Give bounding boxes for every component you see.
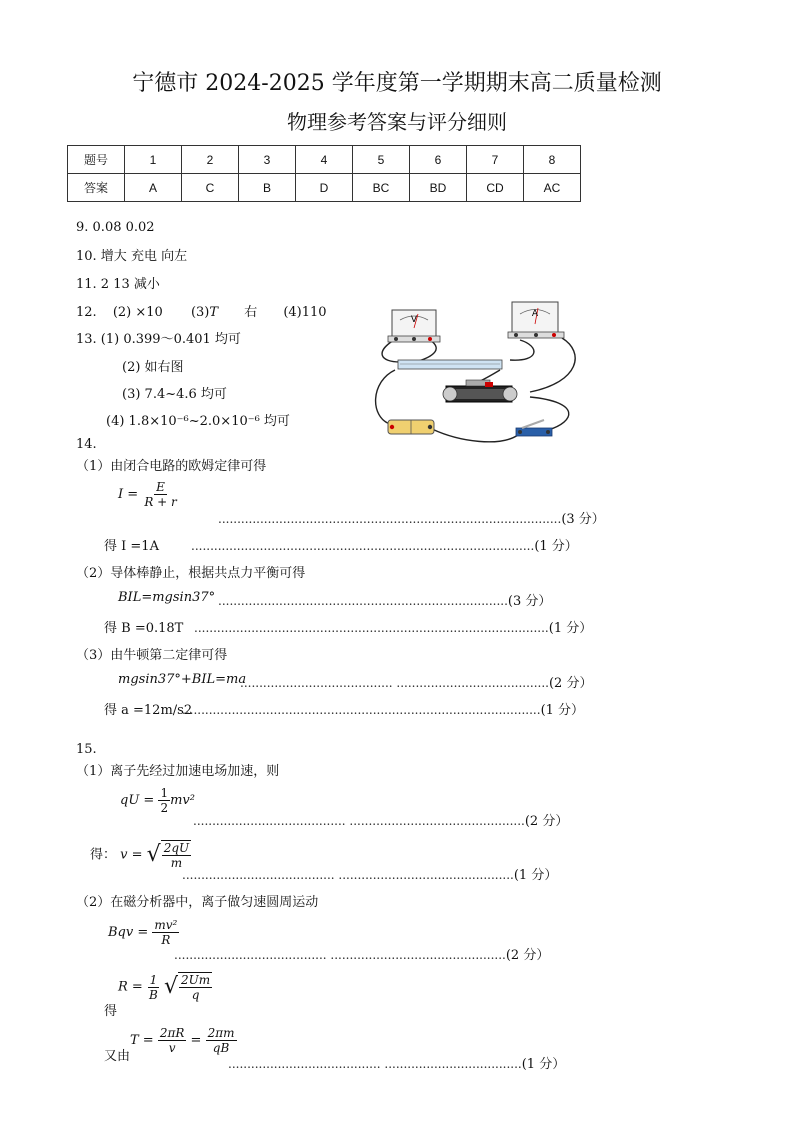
- table-cell: C: [182, 174, 239, 202]
- q15-eq1: [120, 786, 195, 815]
- table-cell: 2: [182, 146, 239, 174]
- table-cell: 7: [467, 146, 524, 174]
- q12-part3-var: T: [209, 305, 219, 320]
- fraction-numerator: 2Um: [180, 973, 211, 987]
- dotted-leader: ........................................ ..............................................: [174, 948, 506, 962]
- q14-res3-score-line: [182, 699, 584, 718]
- q14-part1: （1）由闭合电路的欧姆定律可得: [76, 459, 267, 474]
- q12-part3: (3): [190, 305, 210, 320]
- table-cell: CD: [467, 174, 524, 202]
- q12-number: 12.: [76, 305, 97, 320]
- fraction-numerator: 1: [160, 786, 169, 800]
- score: (1 分）: [521, 1057, 566, 1072]
- score: (1 分）: [548, 621, 593, 636]
- fraction: [158, 786, 170, 815]
- q12-part2: (2) ×10: [112, 305, 163, 320]
- fraction-denominator: m: [170, 856, 183, 870]
- answer-q11: 11. 2 13 减小: [76, 277, 160, 292]
- q14-eq1-lhs: I =: [118, 487, 139, 502]
- fraction-denominator: R: [161, 933, 171, 947]
- table-header-cell: 答案: [68, 174, 125, 202]
- fraction-numerator: 2qU: [163, 841, 190, 855]
- table-cell: 5: [353, 146, 410, 174]
- q15-part2: （2）在磁分析器中，离子做匀速圆周运动: [76, 895, 319, 910]
- q14-number: 14.: [76, 437, 97, 452]
- q14-res2-score-line: [194, 617, 592, 636]
- q15-eq2: [108, 918, 179, 947]
- q15-eq3: T = $\frac{2\pi R}{v}$ = $\frac{2\pi m}{qB}$ 又由: [104, 1026, 235, 1064]
- fraction-numerator: E: [156, 480, 165, 494]
- q15-res2-lhs: R =: [118, 979, 143, 995]
- q15-eq3-prefix: 又由: [104, 1049, 131, 1064]
- fraction-denominator: qB: [212, 1041, 230, 1055]
- q14-eq3: mgsin37°+BIL=ma: [118, 672, 247, 687]
- resistance-wire: [398, 360, 502, 369]
- q13-line1: 13. (1) 0.399～0.401 均可: [76, 332, 241, 347]
- q14-result3: 得 a =12m/s2: [104, 703, 193, 718]
- dotted-leader: ............................................................................: [218, 594, 508, 608]
- q14-result1: 得 I =1A: [104, 539, 159, 554]
- score: (2 分）: [505, 948, 550, 963]
- page-title: 宁德市 2024-2025 学年度第一学期期末高二质量检测: [132, 71, 662, 96]
- radical-sign: √: [163, 974, 178, 999]
- q14-eq2: BIL=mgsin37°: [118, 590, 216, 605]
- voltmeter: [388, 310, 440, 342]
- fraction: [158, 1026, 187, 1055]
- table-cell: AC: [524, 174, 581, 202]
- score: (1 分）: [534, 539, 578, 554]
- rheostat: [443, 380, 517, 402]
- answer-q9: 9. 0.08 0.02: [76, 220, 155, 235]
- q12-direction: 右: [244, 305, 258, 320]
- q15-eq3-lhs: T =: [130, 1033, 154, 1048]
- q14-eq3-score-line: [240, 672, 592, 691]
- score: (2 分）: [548, 676, 593, 691]
- q15-eq1-lhs: qU =: [120, 793, 155, 808]
- dotted-leader: ..........................................................................................: [191, 539, 535, 553]
- answer-q12: [76, 301, 327, 320]
- q15-part1: （1）离子先经过加速电场加速，则: [76, 764, 280, 779]
- q15-res1-lhs: v =: [120, 847, 143, 863]
- q13-line2: (2) 如右图: [122, 360, 184, 375]
- voltmeter-label: V: [410, 315, 418, 325]
- dotted-leader: ........................................ ..............................................: [193, 814, 525, 828]
- q13-line4: (4) 1.8×10⁻⁶~2.0×10⁻⁶ 均可: [106, 414, 290, 429]
- fraction-numerator: 2πm: [207, 1026, 235, 1040]
- score: (3 分）: [561, 512, 605, 527]
- table-cell: 3: [239, 146, 296, 174]
- radical-sign: √: [146, 842, 161, 867]
- score: (1 分）: [513, 868, 558, 883]
- q15-res2-prefix: 得: [104, 1004, 118, 1019]
- fraction-denominator: q: [191, 988, 200, 1002]
- q12-part4: (4)110: [283, 305, 327, 320]
- page-subtitle: 物理参考答案与评分细则: [287, 110, 507, 134]
- dotted-leader: .............................................................................................: [194, 621, 549, 635]
- q14-part2: （2）导体棒静止，根据共点力平衡可得: [76, 566, 306, 581]
- q15-result1: [90, 840, 191, 870]
- table-row: [68, 174, 581, 202]
- q14-result2: 得 B =0.18T: [104, 621, 184, 636]
- q15-res1-score-line: [182, 864, 557, 883]
- table-cell: BC: [353, 174, 410, 202]
- table-row: [68, 146, 581, 174]
- fraction-denominator: B: [148, 987, 158, 1002]
- table-cell: 4: [296, 146, 353, 174]
- circuit-diagram: [370, 292, 585, 452]
- fraction: [142, 480, 178, 509]
- fraction: [206, 1026, 237, 1055]
- q15-number: 15.: [76, 742, 97, 757]
- dotted-leader: ........................................ ..............................................: [182, 868, 514, 882]
- q14-res1-score-line: [191, 535, 578, 554]
- q15-eq1-score-line: [193, 810, 568, 829]
- table-header-cell: 题号: [68, 146, 125, 174]
- table-cell: A: [125, 174, 182, 202]
- table-cell: D: [296, 174, 353, 202]
- score: (2 分）: [524, 814, 569, 829]
- q15-eq1-rhs: mv²: [170, 793, 195, 808]
- q14-part3: （3）由牛顿第二定律可得: [76, 648, 228, 663]
- table-cell: BD: [410, 174, 467, 202]
- q13-line3: (3) 7.4~4.6 均可: [122, 387, 227, 402]
- table-cell: 8: [524, 146, 581, 174]
- answer-table: [67, 145, 581, 202]
- q15-res1-prefix: 得：: [90, 847, 117, 863]
- fraction-numerator: 1: [149, 972, 158, 987]
- fraction-denominator: R + r: [144, 495, 177, 509]
- fraction-numerator: 2πR: [159, 1026, 185, 1040]
- q14-eq1-score-line: [218, 508, 605, 527]
- q14-eq2-score-line: [218, 590, 551, 609]
- dotted-leader: ..........................................................................................: [218, 512, 562, 526]
- q15-eq2-score-line: [174, 944, 549, 963]
- q15-eq2-lhs: Bqv =: [108, 925, 149, 940]
- fraction-denominator: v: [168, 1041, 176, 1055]
- fraction: [147, 973, 160, 1002]
- fraction: [152, 918, 179, 947]
- score: (3 分）: [507, 594, 552, 609]
- q15-result2: [104, 972, 212, 1019]
- dotted-leader: ..............................................................................................: [182, 703, 541, 717]
- score: (1 分）: [540, 703, 585, 718]
- table-cell: 6: [410, 146, 467, 174]
- fraction-numerator: mv²: [154, 918, 178, 932]
- fraction-denominator: 2: [160, 801, 169, 815]
- switch: [516, 420, 552, 436]
- dotted-leader: ........................................ ....................................: [228, 1057, 522, 1071]
- battery: [388, 420, 434, 434]
- q14-eq1: [118, 480, 179, 509]
- q15-eq3-score-line: [228, 1053, 565, 1072]
- table-cell: B: [239, 174, 296, 202]
- table-cell: 1: [125, 146, 182, 174]
- ammeter-label: A: [531, 309, 539, 319]
- ammeter: [508, 302, 564, 338]
- square-root: [164, 972, 212, 1002]
- answer-q10: 10. 增大 充电 向左: [76, 249, 188, 264]
- fraction: [179, 973, 212, 1002]
- dotted-leader: ........................................ ........................................: [240, 676, 549, 690]
